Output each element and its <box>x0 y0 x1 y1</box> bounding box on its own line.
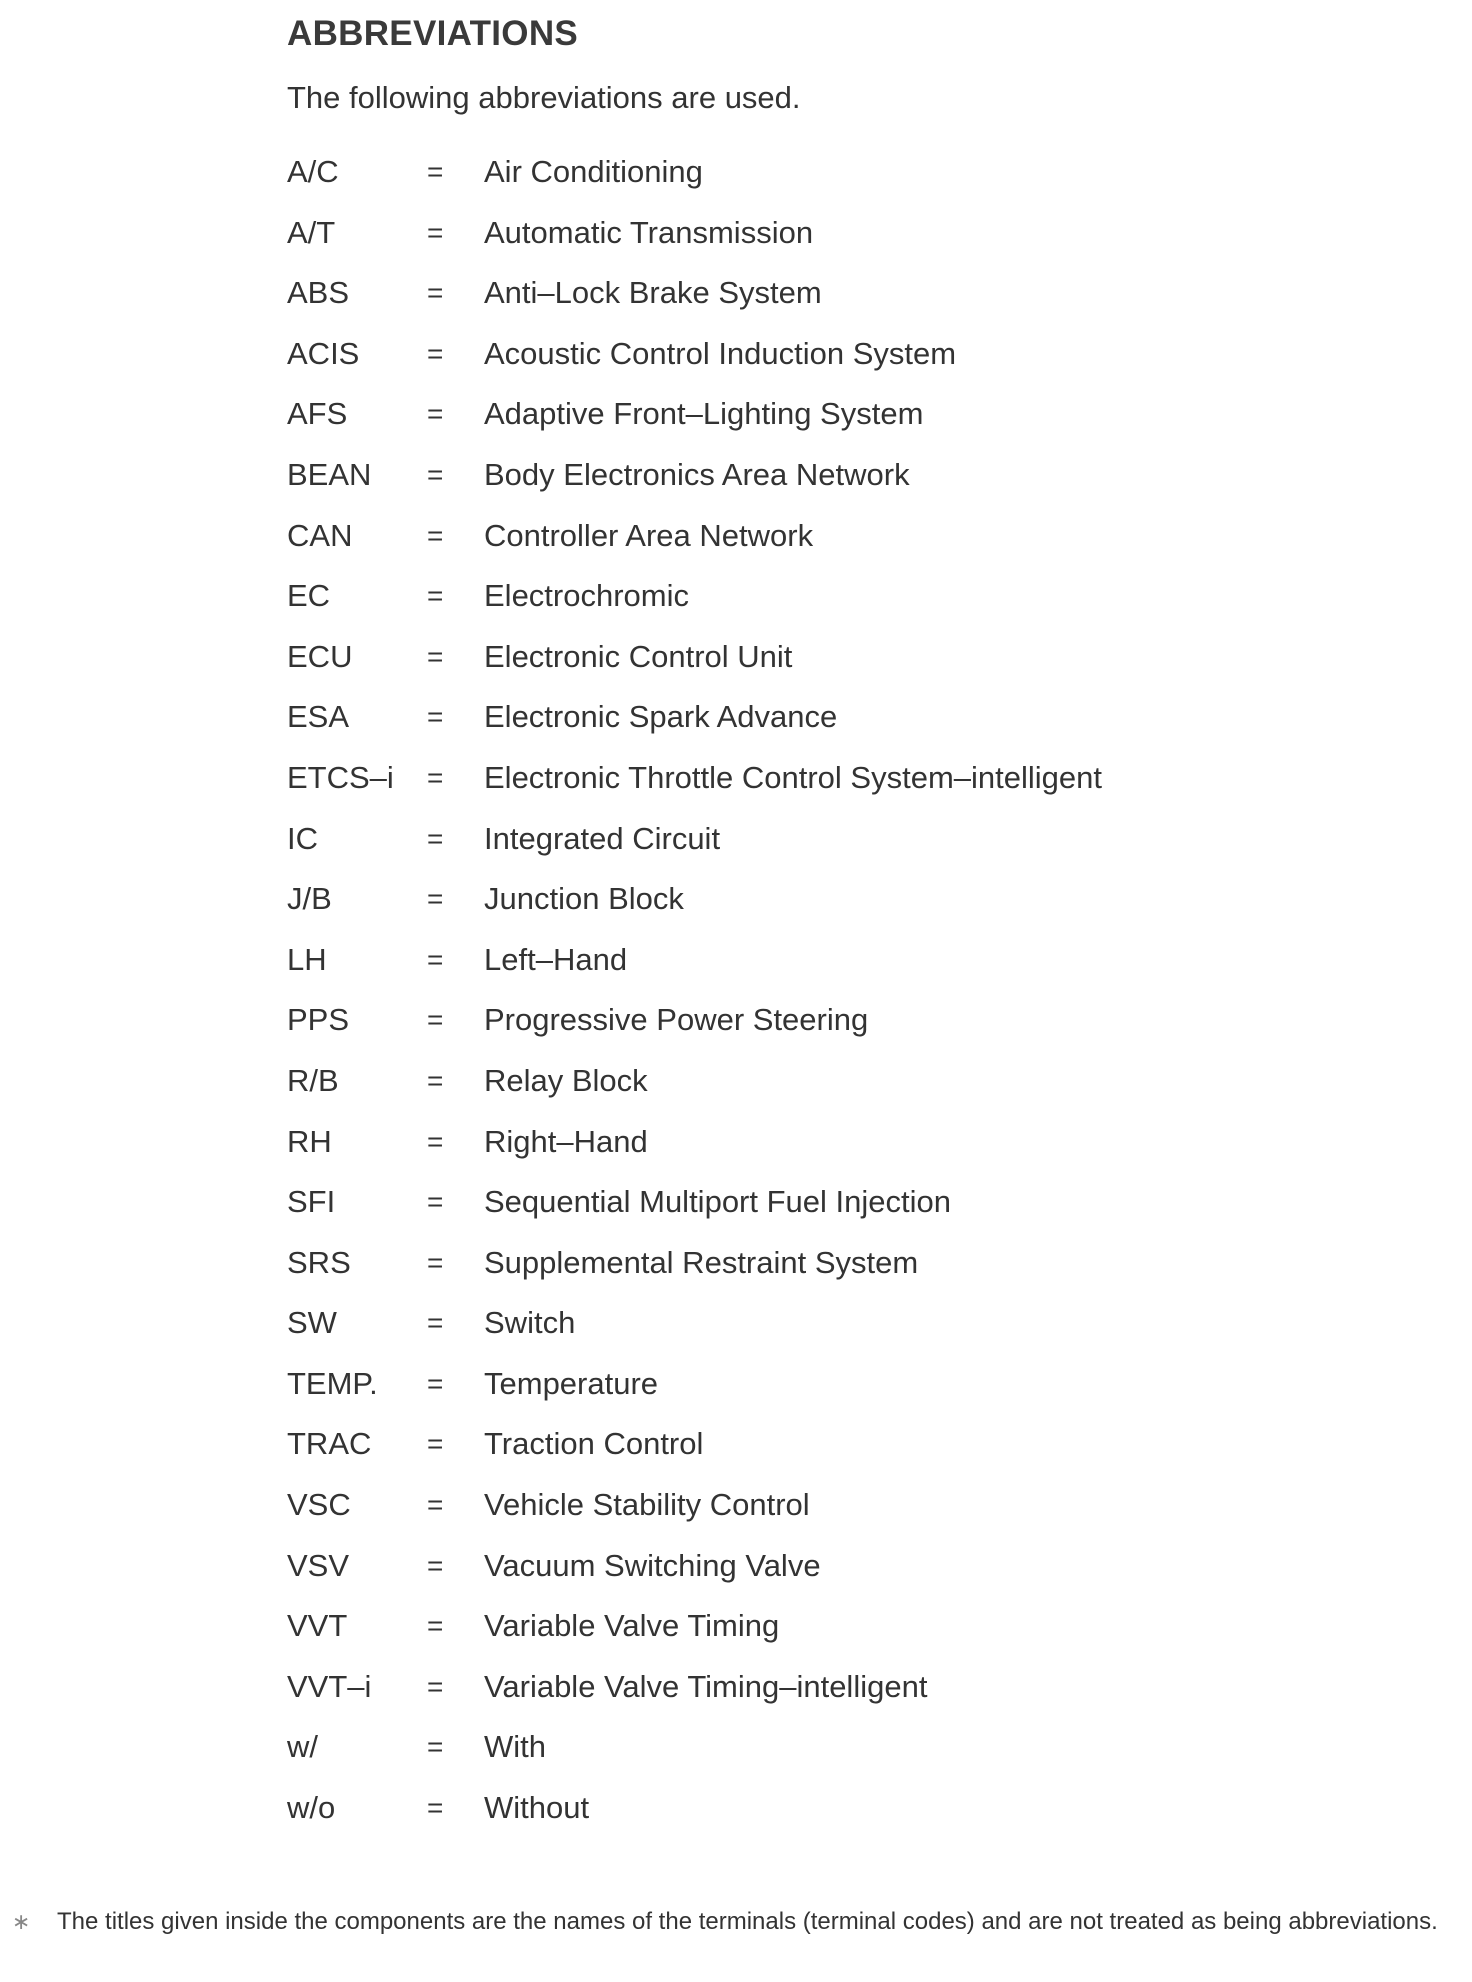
abbreviation-definition: Junction Block <box>484 881 684 917</box>
abbreviation-row <box>287 390 1387 451</box>
abbreviation-term: EC <box>287 578 331 614</box>
equals-sign: = <box>427 1064 444 1096</box>
abbreviation-term: PPS <box>287 1002 350 1038</box>
abbreviation-definition: Electronic Control Unit <box>484 638 793 674</box>
abbreviation-row <box>287 572 1387 633</box>
equals-sign: = <box>427 1670 444 1702</box>
abbreviation-definition: Electrochromic <box>484 578 689 614</box>
abbreviation-term: SW <box>287 1305 337 1341</box>
abbreviation-definition: Automatic Transmission <box>484 214 814 250</box>
abbreviation-definition: Traction Control <box>484 1426 704 1462</box>
equals-sign: = <box>427 640 444 672</box>
equals-sign: = <box>427 1549 444 1581</box>
abbreviation-row <box>287 209 1387 270</box>
abbreviation-term: J/B <box>287 881 332 917</box>
abbreviation-term: VSV <box>287 1547 350 1583</box>
abbreviation-definition: Anti–Lock Brake System <box>484 275 822 311</box>
abbreviation-term: TEMP. <box>287 1365 378 1401</box>
abbreviation-definition: Electronic Spark Advance <box>484 699 838 735</box>
equals-sign: = <box>427 1428 444 1460</box>
equals-sign: = <box>427 519 444 551</box>
page-title: ABBREVIATIONS <box>287 14 579 53</box>
abbreviation-term: ETCS–i <box>287 759 394 795</box>
abbreviation-definition: With <box>484 1729 546 1765</box>
abbreviation-definition: Temperature <box>484 1365 659 1401</box>
abbreviation-row <box>287 754 1387 815</box>
equals-sign: = <box>427 1610 444 1642</box>
abbreviation-definition: Acoustic Control Induction System <box>484 335 957 371</box>
abbreviation-row <box>287 330 1387 391</box>
abbreviation-term: TRAC <box>287 1426 372 1462</box>
equals-sign: = <box>427 1186 444 1218</box>
abbreviation-row <box>287 1784 1387 1845</box>
abbreviation-term: ACIS <box>287 335 360 371</box>
abbreviation-row <box>287 875 1387 936</box>
abbreviation-definition: Adaptive Front–Lighting System <box>484 396 924 432</box>
equals-sign: = <box>427 1307 444 1339</box>
abbreviation-definition: Body Electronics Area Network <box>484 456 910 492</box>
abbreviation-row <box>287 996 1387 1057</box>
abbreviation-row <box>287 815 1387 876</box>
abbreviation-term: RH <box>287 1123 332 1159</box>
equals-sign: = <box>427 1125 444 1157</box>
equals-sign: = <box>427 337 444 369</box>
equals-sign: = <box>427 1004 444 1036</box>
abbreviation-term: CAN <box>287 517 353 553</box>
abbreviation-row <box>287 1118 1387 1179</box>
abbreviation-row <box>287 1542 1387 1603</box>
abbreviation-definition: Vehicle Stability Control <box>484 1487 810 1523</box>
equals-sign: = <box>427 580 444 612</box>
equals-sign: = <box>427 943 444 975</box>
abbreviation-definition: Right–Hand <box>484 1123 648 1159</box>
equals-sign: = <box>427 277 444 309</box>
abbreviation-definition: Variable Valve Timing–intelligent <box>484 1668 928 1704</box>
abbreviation-term: SFI <box>287 1184 336 1220</box>
abbreviation-row <box>287 1663 1387 1724</box>
equals-sign: = <box>427 1731 444 1763</box>
abbreviation-row <box>287 633 1387 694</box>
footnote-text: The titles given inside the components are the names of the terminals (terminal codes) and are not treated as being abbreviations. <box>57 1908 1438 1935</box>
abbreviation-row <box>287 148 1387 209</box>
abbreviation-term: ABS <box>287 275 350 311</box>
equals-sign: = <box>427 1792 444 1824</box>
abbreviation-row <box>287 936 1387 997</box>
intro-text: The following abbreviations are used. <box>287 80 801 115</box>
abbreviation-row <box>287 1602 1387 1663</box>
abbreviation-term: R/B <box>287 1062 339 1098</box>
abbreviation-row <box>287 1299 1387 1360</box>
equals-sign: = <box>427 822 444 854</box>
abbreviation-term: SRS <box>287 1244 351 1280</box>
abbreviation-definition: Integrated Circuit <box>484 820 721 856</box>
abbreviation-term: A/C <box>287 154 339 189</box>
abbreviation-term: VVT <box>287 1608 348 1644</box>
equals-sign: = <box>427 458 444 490</box>
abbreviation-definition: Relay Block <box>484 1062 648 1098</box>
abbreviation-row <box>287 693 1387 754</box>
abbreviation-row <box>287 512 1387 573</box>
abbreviation-row <box>287 451 1387 512</box>
abbreviation-term: w/o <box>287 1790 336 1826</box>
abbreviation-term: AFS <box>287 396 348 432</box>
abbreviation-row <box>287 1360 1387 1421</box>
equals-sign: = <box>427 156 444 187</box>
abbreviation-definition: Variable Valve Timing <box>484 1608 780 1644</box>
equals-sign: = <box>427 398 444 430</box>
abbreviation-term: w/ <box>287 1729 318 1765</box>
abbreviation-term: ESA <box>287 699 350 735</box>
abbreviation-row <box>287 1420 1387 1481</box>
abbreviation-term: BEAN <box>287 456 372 492</box>
equals-sign: = <box>427 1489 444 1521</box>
abbreviation-definition: Supplemental Restraint System <box>484 1244 919 1280</box>
equals-sign: = <box>427 1246 444 1278</box>
equals-sign: = <box>427 761 444 793</box>
footnote-mark: ∗ <box>12 1909 31 1934</box>
equals-sign: = <box>427 216 444 248</box>
abbreviation-definition: Air Conditioning <box>484 154 703 189</box>
equals-sign: = <box>427 1367 444 1399</box>
abbreviation-row <box>287 1481 1387 1542</box>
abbreviation-list <box>287 148 1387 1845</box>
abbreviation-term: VVT–i <box>287 1668 372 1704</box>
abbreviation-definition: Progressive Power Steering <box>484 1002 869 1038</box>
abbreviation-row <box>287 269 1387 330</box>
abbreviation-definition: Vacuum Switching Valve <box>484 1547 821 1583</box>
abbreviation-term: LH <box>287 941 327 977</box>
abbreviation-definition: Controller Area Network <box>484 517 814 553</box>
abbreviation-row <box>287 1178 1387 1239</box>
abbreviation-definition: Without <box>484 1790 590 1826</box>
abbreviation-term: VSC <box>287 1487 351 1523</box>
abbreviation-definition: Sequential Multiport Fuel Injection <box>484 1184 951 1220</box>
abbreviation-definition: Electronic Throttle Control System–intelligent <box>484 759 1102 795</box>
abbreviation-definition: Left–Hand <box>484 941 628 977</box>
abbreviation-term: ECU <box>287 638 353 674</box>
equals-sign: = <box>427 883 444 915</box>
abbreviation-definition: Switch <box>484 1305 576 1341</box>
equals-sign: = <box>427 701 444 733</box>
abbreviation-term: IC <box>287 820 318 856</box>
abbreviation-row <box>287 1057 1387 1118</box>
abbreviation-row <box>287 1723 1387 1784</box>
abbreviation-row <box>287 1239 1387 1300</box>
abbreviation-term: A/T <box>287 214 336 250</box>
